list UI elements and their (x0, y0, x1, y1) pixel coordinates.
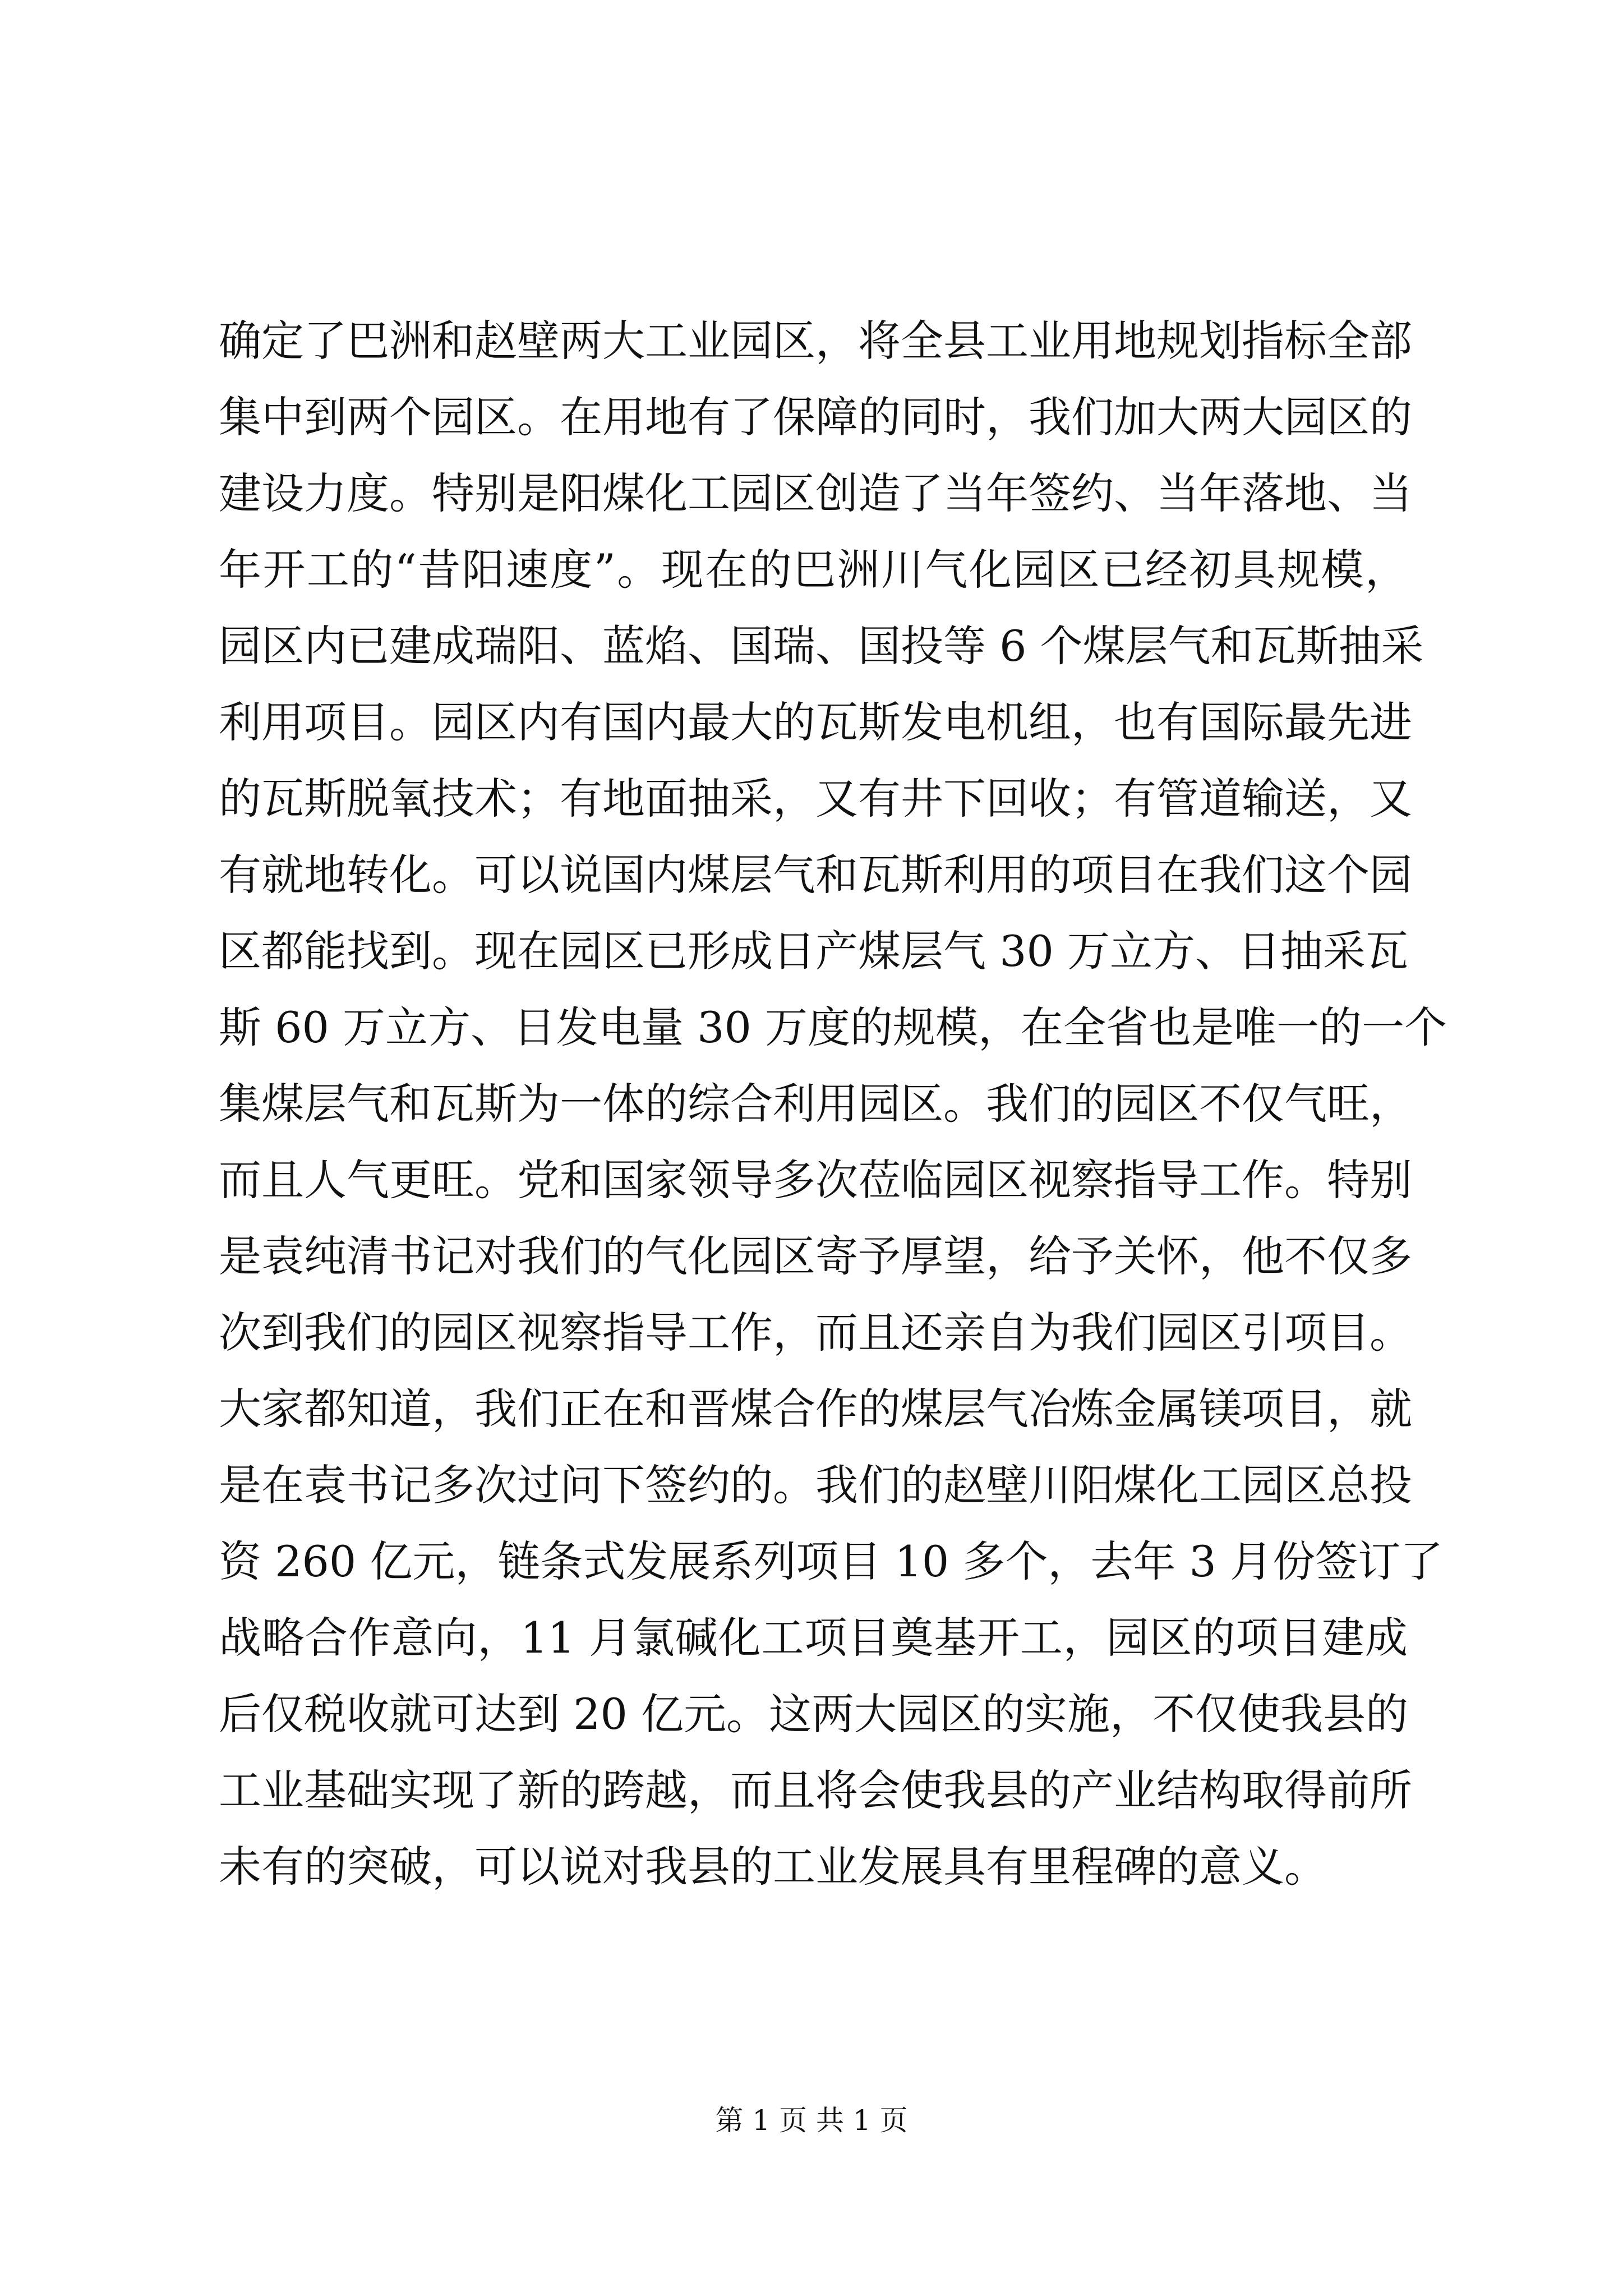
text-line: 次到我们的园区视察指导工作，而且还亲自为我们园区引项目。 (219, 1308, 1412, 1358)
text-line: 资 260 亿元，链条式发展系列项目 10 多个，去年 3 月份签订了 (219, 1536, 1444, 1586)
text-line: 集中到两个园区。在用地有了保障的同时，我们加大两大园区的 (219, 392, 1412, 442)
text-line: 而且人气更旺。党和国家领导多次莅临园区视察指导工作。特别 (219, 1155, 1412, 1205)
text-line: 未有的突破，可以说对我县的工业发展具有里程碑的意义。 (219, 1842, 1327, 1892)
text-line: 斯 60 万立方、日发电量 30 万度的规模，在全省也是唯一的一个 (219, 1002, 1447, 1052)
text-line: 建设力度。特别是阳煤化工园区创造了当年签约、当年落地、当 (219, 468, 1412, 518)
text-line: 区都能找到。现在园区已形成日产煤层气 30 万立方、日抽采瓦 (219, 926, 1409, 976)
text-line: 工业基础实现了新的跨越，而且将会使我县的产业结构取得前所 (219, 1765, 1412, 1815)
text-line: 集煤层气和瓦斯为一体的综合利用园区。我们的园区不仅气旺， (219, 1079, 1412, 1129)
text-line: 是在袁书记多次过问下签约的。我们的赵壁川阳煤化工园区总投 (219, 1460, 1412, 1510)
text-line: 后仅税收就可达到 20 亿元。这两大园区的实施，不仅使我县的 (219, 1689, 1409, 1739)
body-paragraph (219, 303, 1447, 1905)
text-line: 确定了巴洲和赵壁两大工业园区，将全县工业用地规划指标全部 (219, 316, 1412, 366)
text-line: 战略合作意向，11 月氯碱化工项目奠基开工，园区的项目建成 (219, 1613, 1408, 1663)
text-line: 大家都知道，我们正在和晋煤合作的煤层气冶炼金属镁项目，就 (219, 1384, 1412, 1434)
text-line: 有就地转化。可以说国内煤层气和瓦斯利用的项目在我们这个园 (219, 850, 1412, 900)
text-line: 利用项目。园区内有国内最大的瓦斯发电机组，也有国际最先进 (219, 697, 1412, 747)
text-line: 年开工的“昔阳速度”。现在的巴洲川气化园区已经初具规模， (219, 545, 1408, 595)
text-line: 是袁纯清书记对我们的气化园区寄予厚望，给予关怀，他不仅多 (219, 1231, 1412, 1281)
text-line: 园区内已建成瑞阳、蓝焰、国瑞、国投等 6 个煤层气和瓦斯抽采 (219, 621, 1424, 671)
text-line: 的瓦斯脱氧技术；有地面抽采，又有井下回收；有管道输送，又 (219, 774, 1412, 823)
page-number-footer: 第 1 页 共 1 页 (715, 2104, 908, 2137)
